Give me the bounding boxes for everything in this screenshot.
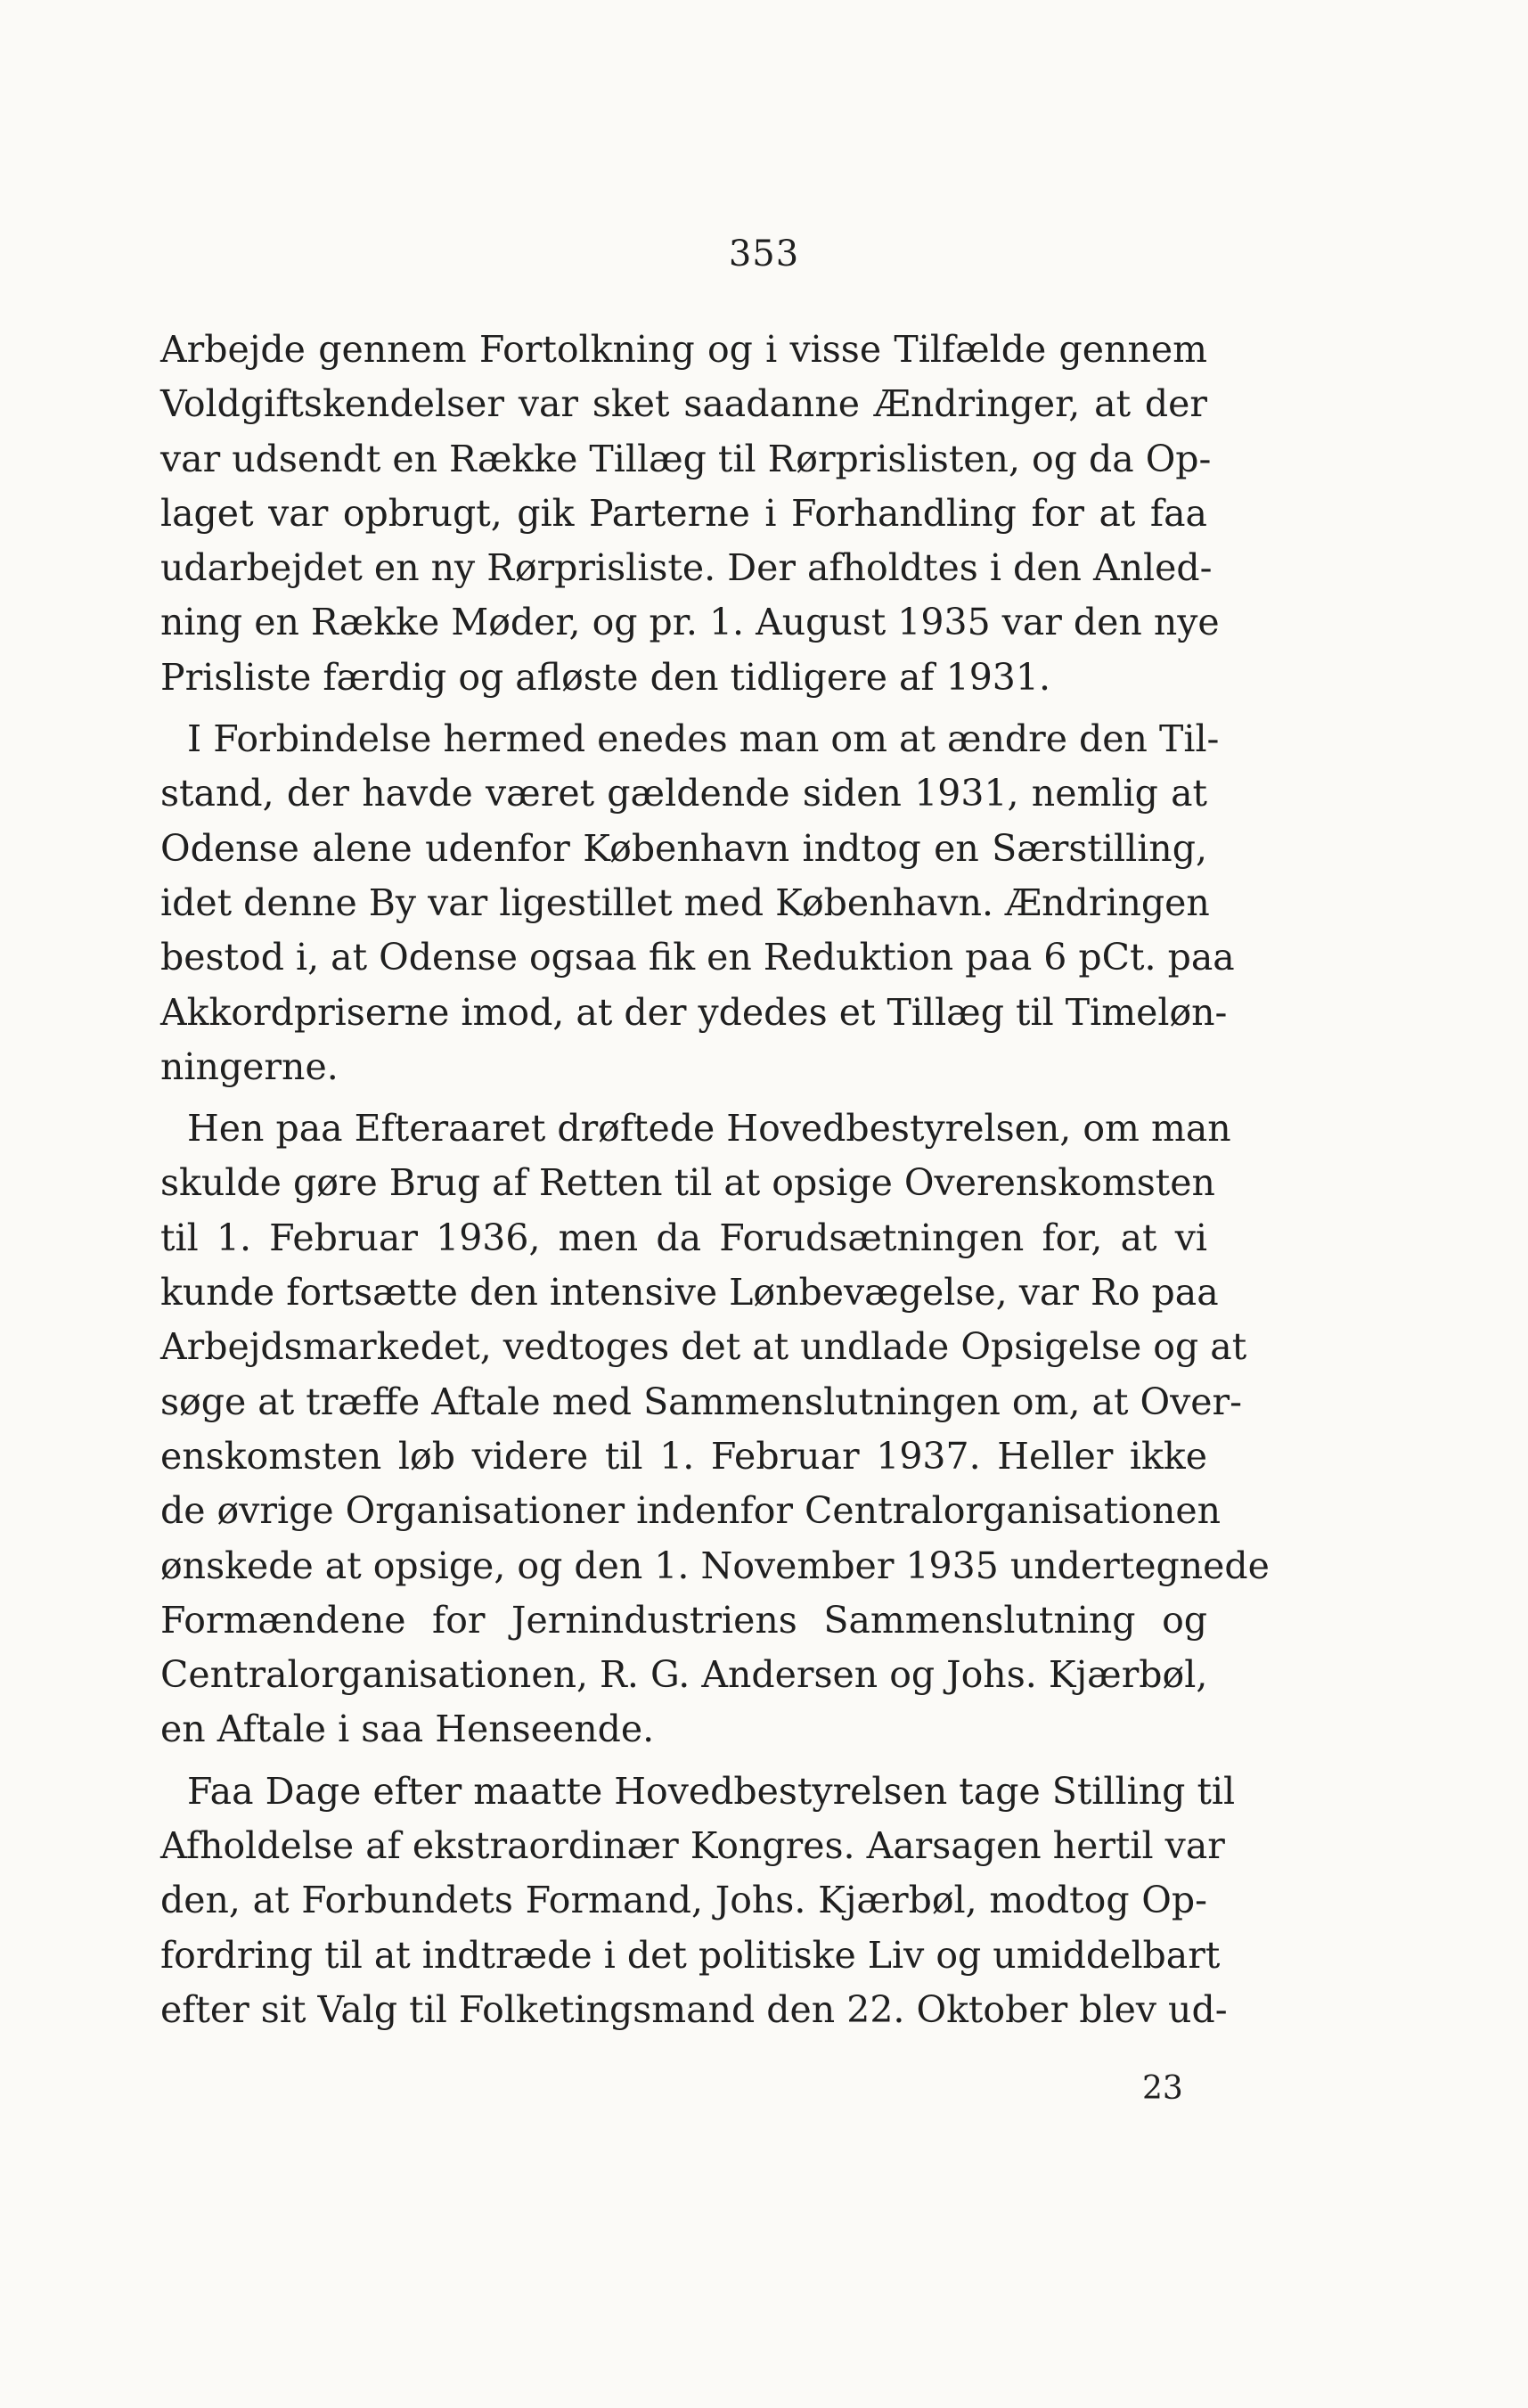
text-line: Akkordpriserne imod, at der ydedes et Tillæg til Timeløn-: [160, 990, 1228, 1034]
paragraph-4: [160, 1765, 1236, 2037]
text-line: Voldgiftskendelser var sket saadanne Ændringer, at der: [160, 382, 1207, 426]
text-line: Centralorganisationen, R. G. Andersen og Johs. Kjærbøl,: [160, 1653, 1208, 1697]
text-line: en Aftale i saa Henseende.: [160, 1708, 655, 1751]
text-line: stand, der havde været gældende siden 1931, nemlig at: [160, 772, 1207, 815]
body-text: [160, 323, 1270, 2037]
text-line: idet denne By var ligestillet med København. Ændringen: [160, 880, 1210, 924]
paragraph-3: [160, 1102, 1270, 1757]
text-line: søge at træffe Aftale med Sammenslutningen om, at Over-: [160, 1380, 1243, 1423]
text-line: Formændene for Jernindustriens Sammenslutning og: [160, 1598, 1207, 1642]
text-line: enskomsten løb videre til 1. Februar 1937. Heller ikke: [160, 1434, 1207, 1478]
text-line: den, at Forbundets Formand, Johs. Kjærbøl, modtog Op-: [160, 1879, 1207, 1922]
text-line: de øvrige Organisationer indenfor Centralorganisationen: [160, 1489, 1222, 1533]
text-line: Odense alene udenfor København indtog en Særstilling,: [160, 826, 1207, 870]
text-line: var udsendt en Række Tillæg til Rørprislisten, og da Op-: [160, 437, 1212, 480]
text-line: til 1. Februar 1936, men da Forudsætningen for, at vi: [160, 1216, 1207, 1259]
paragraph-1: [160, 323, 1220, 705]
text-line: laget var opbrugt, gik Parterne i Forhandling for at faa: [160, 491, 1207, 535]
text-line: skulde gøre Brug af Retten til at opsige Overenskomsten: [160, 1161, 1215, 1205]
text-line: Faa Dage efter maatte Hovedbestyrelsen tage Stilling til: [187, 1769, 1236, 1813]
text-line: ønskede at opsige, og den 1. November 1935 undertegnede: [160, 1544, 1270, 1587]
text-line: Afholdelse af ekstraordinær Kongres. Aarsagen hertil var: [160, 1824, 1225, 1868]
text-line: ning en Række Møder, og pr. 1. August 1935 var den nye: [160, 601, 1220, 644]
text-line: efter sit Valg til Folketingsmand den 22. Oktober blev ud-: [160, 1987, 1228, 2031]
paragraph-2: [160, 712, 1235, 1094]
text-line: Arbejdsmarkedet, vedtoges det at undlade Opsigelse og at: [160, 1325, 1247, 1369]
text-line: fordring til at indtræde i det politiske Liv og umiddelbart: [160, 1933, 1221, 1977]
text-line: I Forbindelse hermed enedes man om at ændre den Til-: [187, 717, 1220, 761]
text-line: Arbejde gennem Fortolkning og i visse Tilfælde gennem: [160, 328, 1207, 371]
signature-mark: 23: [1142, 2070, 1183, 2107]
text-line: kunde fortsætte den intensive Lønbevægelse, var Ro paa: [160, 1271, 1219, 1315]
text-line: Prisliste færdig og afløste den tidligere af 1931.: [160, 655, 1051, 699]
text-line: Hen paa Efteraaret drøftede Hovedbestyrelsen, om man: [187, 1107, 1231, 1151]
text-line: ningerne.: [160, 1044, 339, 1088]
text-line: bestod i, at Odense ogsaa fik en Reduktion paa 6 pCt. paa: [160, 936, 1235, 979]
page-number: 353: [728, 233, 800, 274]
text-line: udarbejdet en ny Rørprisliste. Der afholdtes i den Anled-: [160, 546, 1213, 590]
